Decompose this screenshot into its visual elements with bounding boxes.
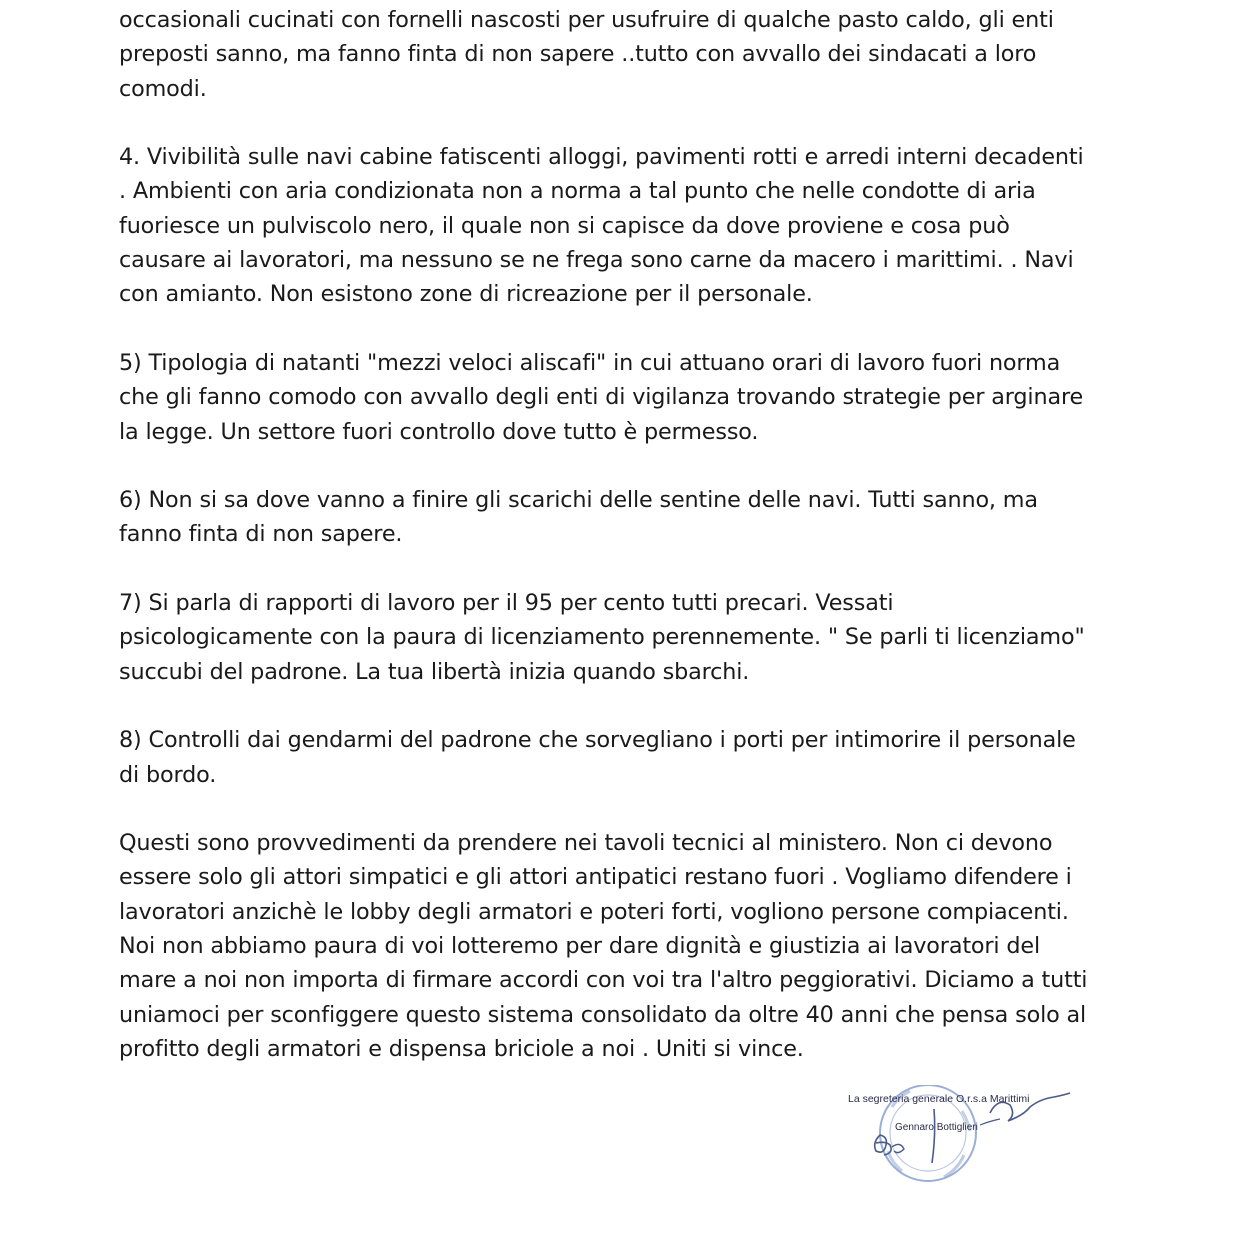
text-line: 4. Vivibilità sulle navi cabine fatiscenti alloggi, pavimenti rotti e arredi interni decadenti xyxy=(119,144,1084,171)
signature-block xyxy=(840,1085,1080,1195)
text-line: preposti sanno, ma fanno finta di non sapere ..tutto con avvallo dei sindacati a loro xyxy=(119,41,1037,68)
text-line: lavoratori anzichè le lobby degli armatori e poteri forti, vogliono persone compiacenti. xyxy=(119,898,1069,925)
text-line: con amianto. Non esistono zone di ricreazione per il personale. xyxy=(119,281,813,308)
text-line: di bordo. xyxy=(119,761,217,788)
text-line: Noi non abbiamo paura di voi lotteremo per dare dignità e giustizia ai lavoratori del xyxy=(119,933,1041,960)
paragraph-6 xyxy=(119,723,1129,792)
text-line: occasionali cucinati con fornelli nascosti per usufruire di qualche pasto caldo, gli enti xyxy=(119,7,1054,33)
text-line: 8) Controlli dai gendarmi del padrone che sorvegliano i porti per intimorire il personale xyxy=(119,727,1076,754)
text-line: 6) Non si sa dove vanno a finire gli scarichi delle sentine delle navi. Tutti sanno, ma xyxy=(119,487,1038,514)
text-line: profitto degli armatori e dispensa briciole a noi . Uniti si vince. xyxy=(119,1035,804,1062)
text-line: comodi. xyxy=(119,75,207,102)
text-line: essere solo gli attori simpatici e gli attori antipatici restano fuori . Vogliamo difendere i xyxy=(119,864,1072,891)
text-line: la legge. Un settore fuori controllo dove tutto è permesso. xyxy=(119,418,759,445)
paragraph-2 xyxy=(119,140,1129,311)
text-line: . Ambienti con aria condizionata non a norma a tal punto che nelle condotte di aria xyxy=(119,178,1036,205)
paragraph-4 xyxy=(119,483,1129,552)
text-line: mare a noi non importa di firmare accordi con voi tra l'altro peggiorativi. Diciamo a tutti xyxy=(119,967,1088,994)
text-line: fuoriesce un pulviscolo nero, il quale non si capisce da dove proviene e cosa può xyxy=(119,212,1010,239)
paragraph-7 xyxy=(119,826,1129,1066)
signature-name: Gennaro Bottiglieri xyxy=(895,1122,978,1133)
text-line: causare ai lavoratori, ma nessuno se ne frega sono carne da macero i marittimi. . Navi xyxy=(119,247,1074,274)
text-line: uniamoci per sconfiggere questo sistema consolidato da oltre 40 anni che pensa solo al xyxy=(119,1001,1087,1028)
document-body xyxy=(119,3,1129,1101)
text-line: succubi del padrone. La tua libertà inizia quando sbarchi. xyxy=(119,658,750,685)
paragraph-1 xyxy=(119,3,1129,106)
paragraph-3 xyxy=(119,346,1129,449)
text-line: che gli fanno comodo con avvallo degli enti di vigilanza trovando strategie per arginare xyxy=(119,384,1084,411)
text-line: 5) Tipologia di natanti "mezzi veloci aliscafi" in cui attuano orari di lavoro fuori norma xyxy=(119,349,1061,376)
text-line: psicologicamente con la paura di licenziamento perennemente. " Se parli ti licenziamo" xyxy=(119,624,1085,651)
text-line: fanno finta di non sapere. xyxy=(119,521,403,548)
signature-heading: La segreteria generale O.r.s.a Marittimi xyxy=(848,1093,1030,1105)
text-line: Questi sono provvedimenti da prendere nei tavoli tecnici al ministero. Non ci devono xyxy=(119,830,1053,857)
text-line: 7) Si parla di rapporti di lavoro per il 95 per cento tutti precari. Vessati xyxy=(119,590,894,617)
paragraph-5 xyxy=(119,586,1129,689)
